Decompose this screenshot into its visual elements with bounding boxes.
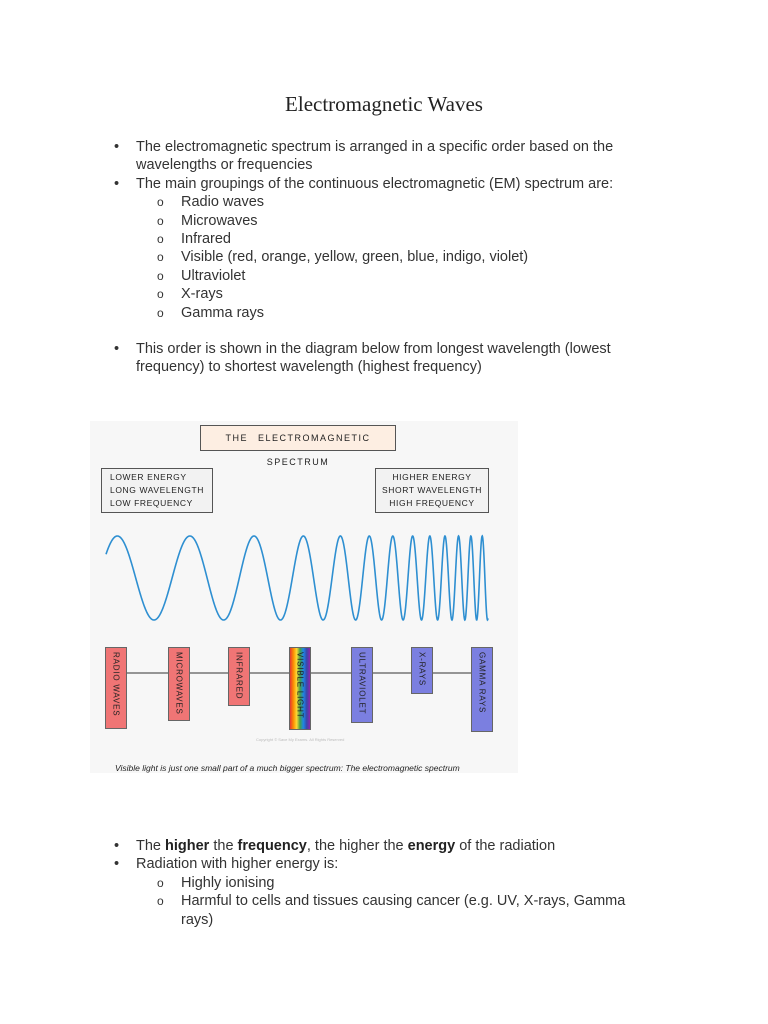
high-energy-box [375, 468, 489, 513]
list-item-text: This order is shown in the diagram below from longest wavelength (lowest frequency) to shortest wavelength (highest frequency) [136, 341, 611, 376]
groupings-list [0, 193, 768, 322]
figure-title: THE ELECTROMAGNETIC SPECTRUM [200, 425, 396, 451]
sub-list-item [0, 304, 768, 322]
sub-list-item [0, 212, 768, 230]
box-line: LOW FREQUENCY [110, 498, 193, 508]
sub-marker: o [157, 268, 164, 283]
box-line: SHORT WAVELENGTH [382, 485, 482, 495]
sub-item-text: X-rays [181, 286, 223, 303]
bullet-marker: • [114, 856, 120, 873]
list-item-text: Radiation with higher energy is: [136, 856, 339, 873]
emphasis-energy: energy [407, 838, 456, 854]
sub-marker: o [157, 232, 164, 247]
text-run: The [136, 838, 166, 854]
sub-list-item [0, 193, 768, 211]
em-spectrum-figure [90, 421, 518, 773]
band-ultraviolet [351, 647, 373, 723]
band-x-rays [411, 647, 433, 694]
sub-marker: o [157, 875, 164, 890]
intro-list [0, 138, 768, 322]
watermark: Copyright © Save My Exams. All Rights Reserved [256, 737, 345, 742]
sub-marker: o [157, 287, 164, 302]
box-line: LOWER ENERGY [110, 472, 187, 482]
sub-list-item [0, 267, 768, 285]
bullet-marker: • [114, 175, 120, 192]
sub-item-text: Infrared [181, 231, 231, 248]
emphasis-higher: higher [165, 838, 210, 854]
band-label: GAMMA RAYS [477, 652, 487, 714]
band-microwaves [168, 647, 190, 721]
box-line: HIGHER ENERGY [392, 472, 472, 482]
sub-marker: o [157, 894, 164, 909]
sub-marker: o [157, 195, 164, 210]
list-item [0, 175, 768, 193]
sub-list-item [0, 248, 768, 266]
sub-list-item [0, 285, 768, 303]
list-item [0, 837, 768, 855]
band-radio-waves [105, 647, 127, 729]
list-item [0, 855, 768, 873]
band-label: INFRARED [234, 652, 244, 700]
bullet-marker: • [114, 838, 120, 854]
bullet-marker: • [114, 139, 120, 155]
band-gamma-rays [471, 647, 493, 732]
list-item-text: The main groupings of the continuous electromagnetic (EM) spectrum are: [136, 175, 614, 192]
band-infrared [228, 647, 250, 706]
list-item [0, 340, 768, 377]
sub-item-text: Ultraviolet [181, 267, 246, 284]
band-label: MICROWAVES [174, 652, 184, 715]
text-run: , the higher the [306, 838, 408, 854]
box-line: HIGH FREQUENCY [389, 498, 475, 508]
page-title: Electromagnetic Waves [285, 92, 483, 116]
sub-item-text: Highly ionising [181, 874, 275, 891]
sub-marker: o [157, 250, 164, 265]
sub-item-text: Harmful to cells and tissues causing cancer (e.g. UV, X-rays, Gamma rays) [181, 893, 626, 928]
sub-marker: o [157, 305, 164, 320]
sub-item-text: Radio waves [181, 194, 265, 211]
figure-caption: Visible light is just one small part of a much bigger spectrum: The electromagnetic spectrum [115, 763, 460, 773]
radiation-effects-list [0, 874, 768, 929]
text-run: of the radiation [455, 838, 556, 854]
energy-list [0, 837, 768, 929]
list-item [0, 138, 768, 175]
sub-item-text: Microwaves [181, 212, 258, 229]
sub-item-text: Visible (red, orange, yellow, green, blue, indigo, violet) [181, 249, 529, 266]
sub-list-item [0, 874, 768, 892]
order-list [0, 340, 768, 377]
sub-item-text: Gamma rays [181, 304, 264, 321]
text-run: the [209, 838, 238, 854]
wave-line [106, 536, 488, 620]
sub-list-item [0, 230, 768, 248]
band-label: RADIO WAVES [111, 652, 121, 717]
sub-marker: o [157, 213, 164, 228]
sub-list-item [0, 892, 768, 929]
bullet-marker: • [114, 341, 120, 357]
band-label: VISIBLE LIGHT [295, 652, 305, 719]
low-energy-box [101, 468, 213, 513]
box-line: LONG WAVELENGTH [110, 485, 205, 495]
emphasis-frequency: frequency [237, 838, 307, 854]
list-item-text: The electromagnetic spectrum is arranged in a specific order based on the wavelengths or frequencies [136, 139, 614, 174]
band-label: ULTRAVIOLET [357, 652, 367, 715]
band-label: X-RAYS [417, 652, 427, 686]
band-visible-light [289, 647, 311, 730]
